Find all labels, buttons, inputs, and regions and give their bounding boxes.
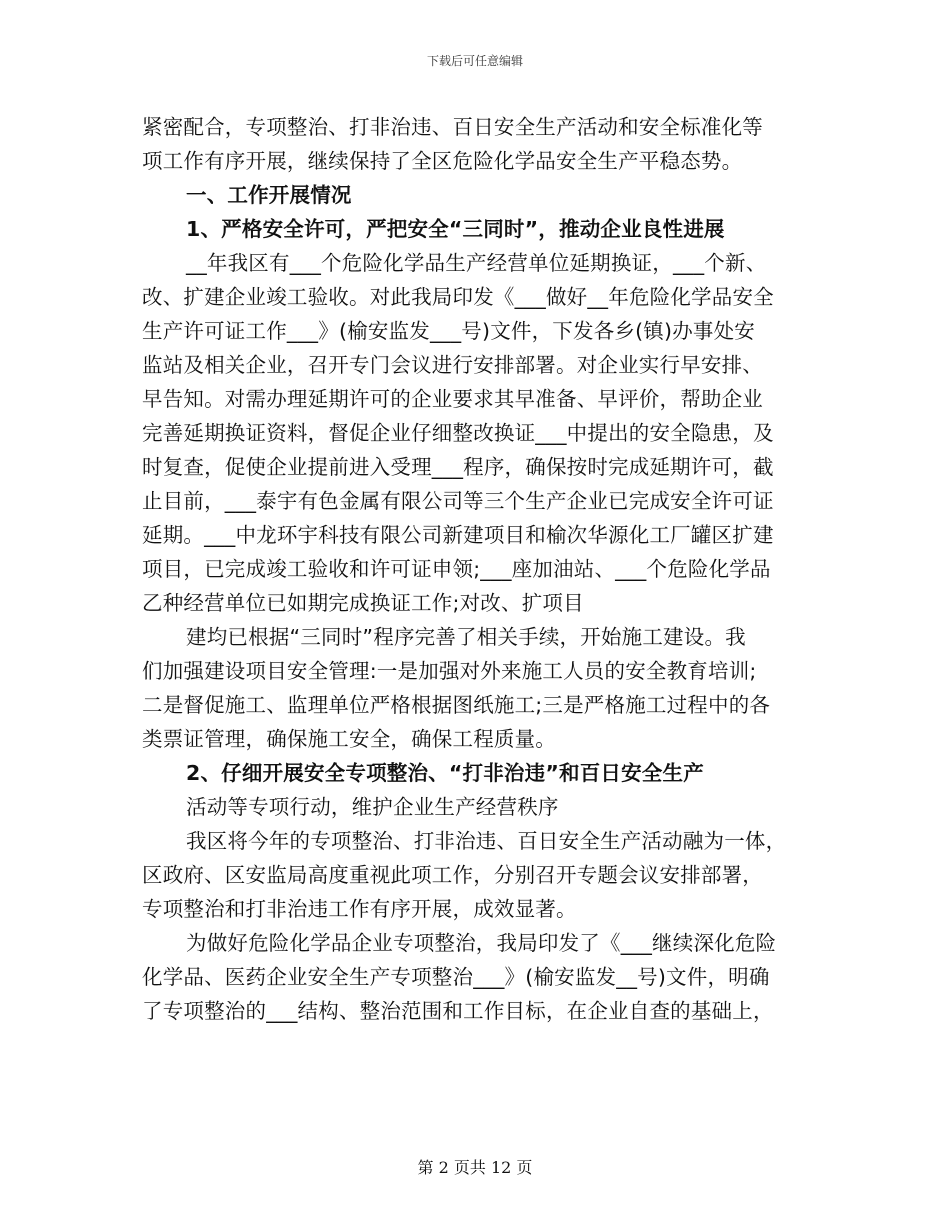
paragraph-line: 时复查，促使企业提前进入受理___程序，确保按时完成延期许可，截 [142, 455, 774, 479]
paragraph-line: 紧密配合，专项整治、打非治违、百日安全生产活动和安全标准化等 [142, 115, 763, 139]
paragraph-line: 建均已根据“三同时”程序完善了相关手续，开始施工建设。我 [186, 625, 746, 649]
document-body [142, 110, 810, 1028]
paragraph-line: 类票证管理，确保施工安全，确保工程质量。 [142, 727, 556, 751]
paragraph-line: 我区将今年的专项整治、打非治违、百日安全生产活动融为一体， [186, 829, 787, 853]
paragraph-line: 了专项整治的___结构、整治范围和工作目标，在企业自查的基础上， [142, 999, 774, 1023]
paragraph-line: 们加强建设项目安全管理:一是加强对外来施工人员的安全教育培训; [142, 659, 757, 683]
paragraph-line: 专项整治和打非治违工作有序开展，成效显著。 [142, 897, 577, 921]
paragraph-line: 完善延期换证资料，督促企业仔细整改换证___中提出的安全隐患，及 [142, 421, 774, 445]
paragraph-line: 二是督促施工、监理单位严格根据图纸施工;三是严格施工过程中的各 [142, 693, 771, 717]
page-footer: 第 2 页共 12 页 [417, 1158, 533, 1177]
paragraph-line: 延期。___中龙环宇科技有限公司新建项目和榆次华源化工厂罐区扩建 [142, 523, 774, 547]
paragraph-line: 为做好危险化学品企业专项整治，我局印发了《___继续深化危险 [186, 931, 777, 955]
paragraph-line: 早告知。对需办理延期许可的企业要求其早准备、早评价，帮助企业 [142, 387, 763, 411]
paragraph-line: 乙种经营单位已如期完成换证工作;对改、扩项目 [142, 591, 584, 615]
paragraph-line: 项目，已完成竣工验收和许可证申领;___座加油站、___个危险化学品 [142, 557, 771, 581]
paragraph-line: __年我区有___个危险化学品生产经营单位延期换证，___个新、 [186, 251, 767, 275]
subsection-heading: 2、仔细开展安全专项整治、“打非治违”和百日安全生产 [186, 761, 704, 785]
subsection-heading: 1、严格安全许可，严把安全“三同时”，推动企业良性进展 [186, 217, 725, 241]
paragraph-line: 监站及相关企业，召开专门会议进行安排部署。对企业实行早安排、 [142, 353, 763, 377]
paragraph-line: 止目前，___泰宇有色金属有限公司等三个生产企业已完成安全许可证 [142, 489, 774, 513]
paragraph-line: 生产许可证工作___》(榆安监发___号)文件，下发各乡(镇)办事处安 [142, 319, 755, 343]
subsection-heading-continued: 活动等专项行动，维护企业生产经营秩序 [186, 795, 559, 819]
section-heading: 一、工作开展情况 [186, 183, 352, 207]
page-header: 下载后可任意编辑 [426, 54, 523, 68]
paragraph-line: 改、扩建企业竣工验收。对此我局印发《___做好__年危险化学品安全 [142, 285, 774, 309]
paragraph-line: 区政府、区安监局高度重视此项工作，分别召开专题会议安排部署， [142, 863, 763, 887]
paragraph-line: 项工作有序开展，继续保持了全区危险化学品安全生产平稳态势。 [142, 149, 743, 173]
paragraph-line: 化学品、医药企业安全生产专项整治___》(榆安监发__号)文件，明确 [142, 965, 770, 989]
